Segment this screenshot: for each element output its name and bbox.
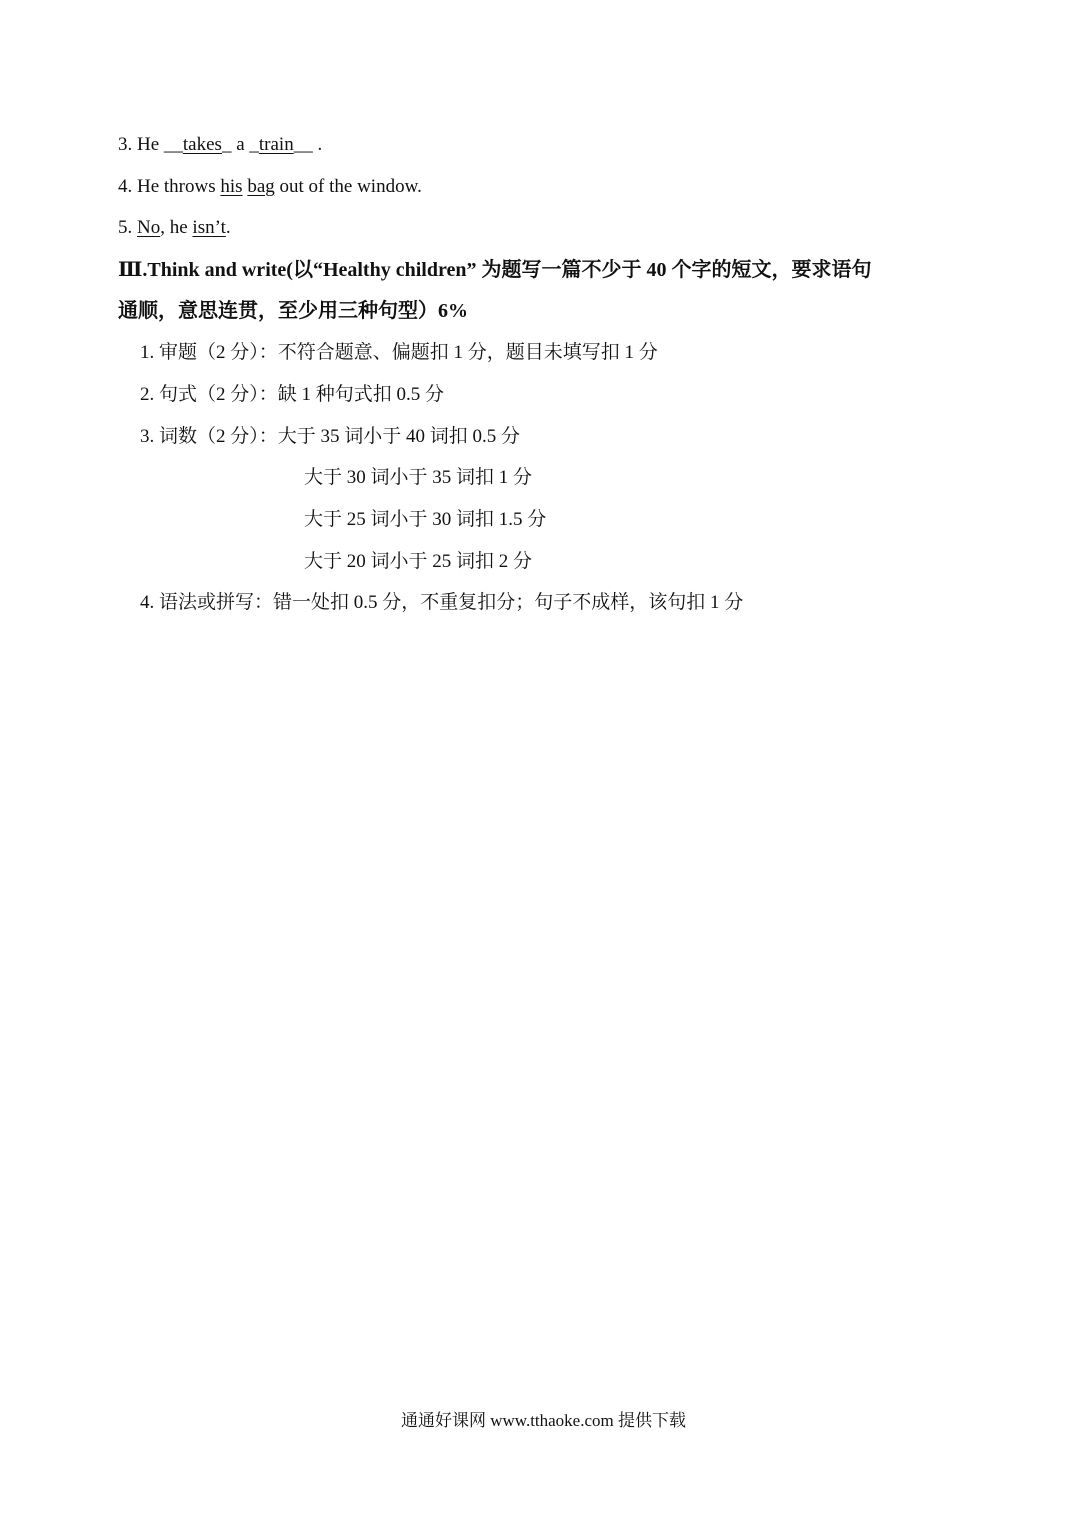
rule-3-sub-1: 大于 30 词小于 35 词扣 1 分 xyxy=(304,467,533,488)
answer-line-4 xyxy=(118,175,422,199)
rule-2: 2. 句式（2 分）：缺 1 种句式扣 0.5 分 xyxy=(140,384,445,405)
blank-answer-train: train xyxy=(258,134,294,155)
rule-3: 3. 词数（2 分）：大于 35 词小于 40 词扣 0.5 分 xyxy=(140,426,521,447)
section-heading-line-1: Ⅲ.Think and write(以“Healthy children” 为题写一篇不少于 40 个字的短文，要求语句 xyxy=(118,259,872,281)
text-segment: out of the window. xyxy=(274,176,422,197)
underlined-word: bag xyxy=(247,176,275,197)
rule-1: 1. 审题（2 分）：不符合题意、偏题扣 1 分，题目未填写扣 1 分 xyxy=(140,342,658,363)
rule-4: 4. 语法或拼写：错一处扣 0.5 分，不重复扣分；句子不成样，该句扣 1 分 xyxy=(140,592,744,613)
blank-answer-takes: takes xyxy=(182,134,222,155)
word: a xyxy=(236,134,245,155)
blank-suffix: _ xyxy=(221,134,232,155)
underlined-word: his xyxy=(220,176,243,197)
underlined-word: isn’t xyxy=(192,217,226,238)
text-segment: , he xyxy=(160,217,193,238)
line-number: 3. xyxy=(118,134,133,155)
text-segment: . xyxy=(225,217,231,238)
section-heading-line-2: 通顺，意思连贯，至少用三种句型）6% xyxy=(118,300,468,322)
rule-3-sub-2: 大于 25 词小于 30 词扣 1.5 分 xyxy=(304,509,547,530)
word: He xyxy=(137,134,160,155)
rule-3-sub-3: 大于 20 词小于 25 词扣 2 分 xyxy=(304,551,533,572)
answer-line-5 xyxy=(118,216,231,240)
page-footer: 通通好课网 www.tthaoke.com 提供下载 xyxy=(400,1411,687,1430)
text-segment: 5. xyxy=(118,217,137,238)
blank-prefix: _ xyxy=(249,134,259,155)
text-segment: 4. He throws xyxy=(118,176,221,197)
blank-prefix: __ xyxy=(163,134,183,155)
blank-suffix: __ xyxy=(293,134,313,155)
period: . xyxy=(317,134,323,155)
underlined-word: No xyxy=(137,217,161,238)
answer-line-3 xyxy=(118,133,322,157)
